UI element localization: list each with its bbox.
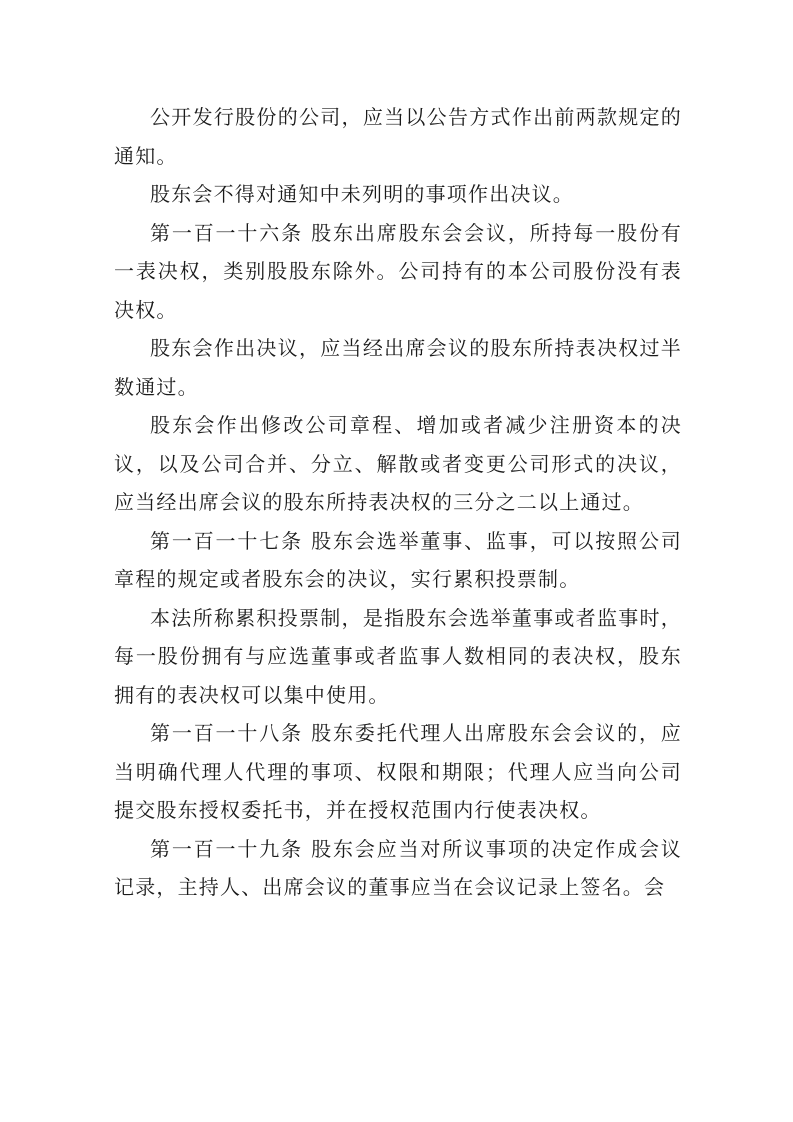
paragraph: 第一百一十七条 股东会选举董事、监事，可以按照公司章程的规定或者股东会的决议，实行累积投票制。 [114, 528, 682, 591]
paragraph: 第一百一十九条 股东会应当对所议事项的决定作成会议记录，主持人、出席会议的董事应当在会议记录上签名。会 [114, 836, 682, 899]
paragraph: 股东会作出决议，应当经出席会议的股东所持表决权过半数通过。 [114, 336, 682, 399]
paragraph: 公开发行股份的公司，应当以公告方式作出前两款规定的通知。 [114, 105, 682, 168]
document-body [114, 98, 682, 907]
paragraph: 第一百一十八条 股东委托代理人出席股东会会议的，应当明确代理人代理的事项、权限和期限；代理人应当向公司提交股东授权委托书，并在授权范围内行使表决权。 [114, 721, 682, 822]
paragraph: 股东会作出修改公司章程、增加或者减少注册资本的决议，以及公司合并、分立、解散或者变更公司形式的决议，应当经出席会议的股东所持表决权的三分之二以上通过。 [114, 413, 682, 514]
paragraph: 股东会不得对通知中未列明的事项作出决议。 [150, 182, 574, 206]
paragraph: 第一百一十六条 股东出席股东会会议，所持每一股份有一表决权，类别股股东除外。公司持有的本公司股份没有表决权。 [114, 220, 682, 322]
paragraph: 本法所称累积投票制，是指股东会选举董事或者监事时，每一股份拥有与应选董事或者监事人数相同的表决权，股东拥有的表决权可以集中使用。 [114, 605, 682, 707]
